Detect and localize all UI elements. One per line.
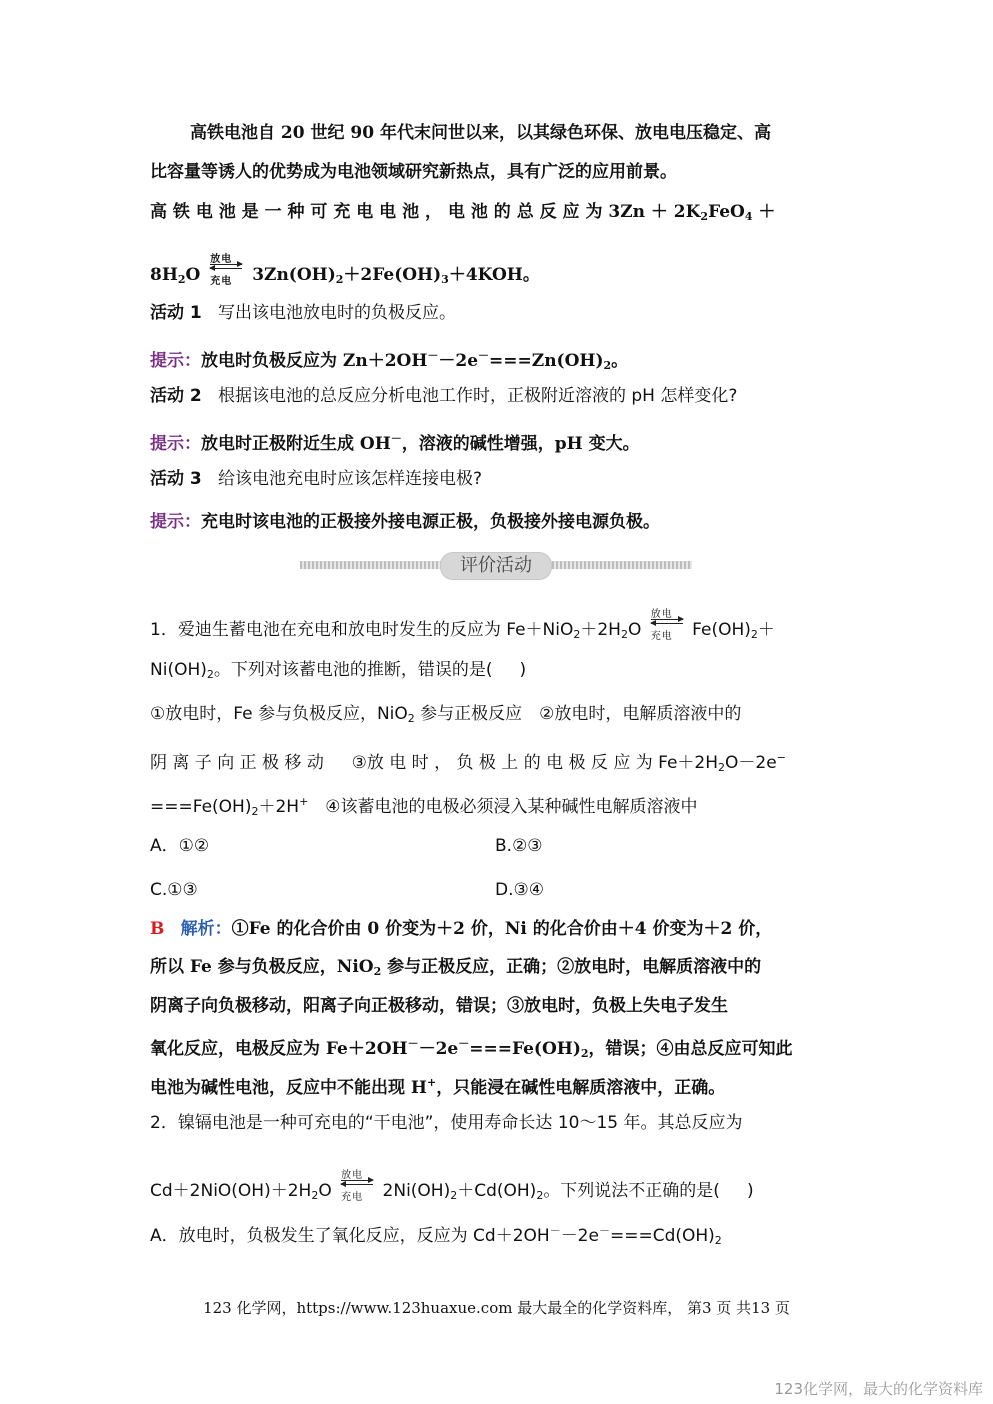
answer1-line-5: 电池为碱性电池，反应中不能出现 H+，只能浸在碱性电解质溶液中，正确。 [150,1076,726,1098]
intro-line-1: 高铁电池自 20 世纪 90 年代末问世以来，以其绿色环保、放电电压稳定、高 [190,123,771,143]
equation-line: $8H_2O$ 放电 充电 $3Zn(OH)_2+2Fe(OH)_3+4KOH$。 [150,254,540,287]
q1-option-d[interactable]: D.③④ [495,880,544,900]
hint-1: 提示：放电时负极反应为 $Zn+2OH^--2e^-===Zn(OH)_2$。 [150,349,629,372]
activity-3: 活动 3 给该电池充电时应该怎样连接电极? [150,469,482,489]
reversible-arrow-icon: 放电 充电 [208,262,244,282]
q1-option-c[interactable]: C.①③ [150,880,198,900]
intro-line-2: 比容量等诱人的优势成为电池领域研究新热点，具有广泛的应用前景。 [150,162,677,182]
evaluation-banner [300,552,692,578]
activity-1: 活动 1 写出该电池放电时的负极反应。 [150,303,456,323]
intro-line-3: 高 铁 电 池 是 一 种 可 充 电 电 池 ， 电 池 的 总 反 应 为 $3Zn + 2K_2FeO_4$ ＋ [150,202,776,223]
answer1-line-4: 氧化反应，电极反应为 $Fe+2OH^--2e^-===Fe(OH)_2$，错误；④由总反应可知此 [150,1037,793,1060]
q1-option-b[interactable]: B.②③ [495,836,543,856]
q1-line-2: $Ni(OH)_2$。下列对该蓄电池的推断，错误的是( ) [150,660,527,681]
q2-line-1: 2．镍镉电池是一种可充电的“干电池”，使用寿命长达 10～15 年。其总反应为 [150,1113,743,1133]
q1-statement-1: ①放电时，Fe 参与负极反应，NiO$_2$ 参与正极反应 ②放电时，电解质溶液中的 [150,704,742,725]
q1-option-a[interactable]: A．①② [150,836,210,856]
hint-2: 提示：放电时正极附近生成 OH－，溶液的碱性增强，pH 变大。 [150,432,640,454]
q2-line-2: $Cd+2NiO(OH)+2H_2O$ 放电 充电 $2Ni(OH)_2+Cd(OH)_2$。下列说法不正确的是( ) [150,1170,754,1203]
q1-line-1: 1．爱迪生蓄电池在充电和放电时发生的反应为 $Fe+NiO_2+2H_2O$ 放电 充电 $Fe(OH)_2+$ [150,609,775,642]
answer1-line-3: 阴离子向负极移动，阳离子向正极移动，错误；③放电时，负极上失电子发生 [150,996,728,1016]
activity-2: 活动 2 根据该电池的总反应分析电池工作时，正极附近溶液的 pH 怎样变化? [150,386,738,406]
page-footer: 123 化学网，https://www.123huaxue.com 最大最全的化学资料库， 第3 页 共13 页 [203,1299,790,1317]
answer1-line-1: B 解析：①Fe 的化合价由 0 价变为＋2 价，Ni 的化合价由＋4 价变为＋2 价， [150,919,773,939]
hint-3: 提示：充电时该电池的正极接外接电源正极，负极接外接电源负极。 [150,512,660,532]
reversible-arrow-icon: 放电 充电 [339,1178,375,1198]
reversible-arrow-icon: 放电 充电 [649,617,685,637]
banner-title: 评价活动 [440,552,552,580]
q1-statement-3: $===Fe(OH)_2+2H^+$ ④该蓄电池的电极必须浸入某种碱性电解质溶液中 [150,795,698,818]
watermark: 123化学网，最大的化学资料库 [774,1380,983,1398]
q1-statement-2: 阴 离 子 向 正 极 移 动 ③放 电 时 ， 负 极 上 的 电 极 反 应 为 $Fe+2H_2O-2e^-$ [150,751,786,774]
answer1-line-2: 所以 Fe 参与负极反应，NiO$_2$ 参与正极反应，正确；②放电时，电解质溶液中的 [150,957,762,978]
q2-option-a[interactable]: A．放电时，负极发生了氧化反应，反应为 $Cd+2OH^--2e^-===Cd(OH)_2$ [150,1224,722,1247]
